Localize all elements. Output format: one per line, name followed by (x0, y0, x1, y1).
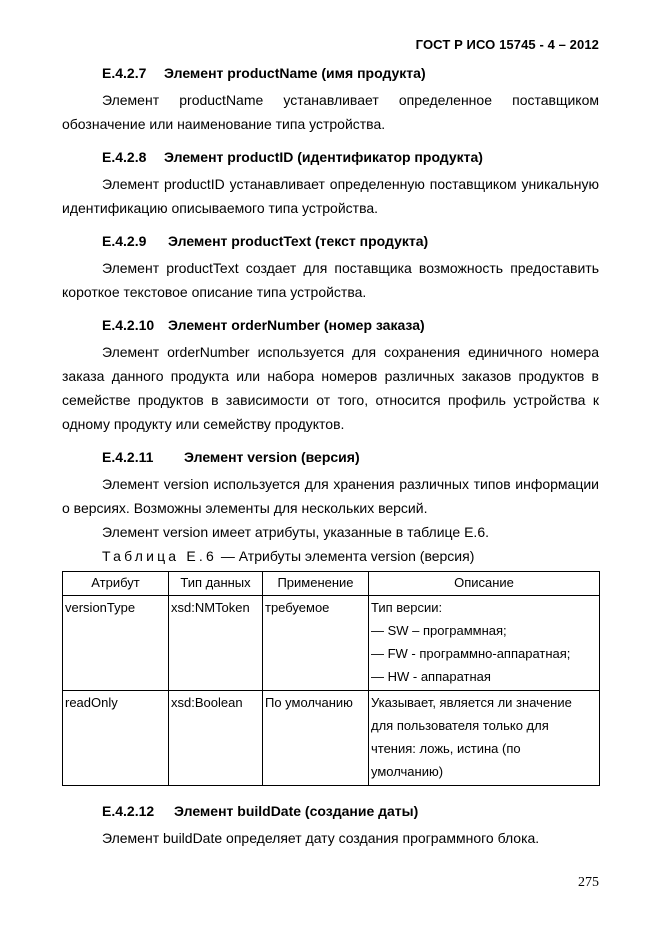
description-line: — FW - программно-аппаратная; (371, 646, 571, 661)
section-heading-builddate (62, 802, 599, 820)
paragraph: Элемент buildDate определяет дату создания программного блока. (102, 830, 540, 846)
paragraph: Элемент orderNumber используется для сохранения единичного номера заказа данного продукта или набора номеров различных заказов продуктов в семействе продуктов в зависимости от того, относится профиль устройства к одному продукту или семейству продуктов. (62, 344, 599, 432)
cell-description (369, 596, 600, 691)
table-caption-dash: — (220, 548, 235, 564)
table-row (63, 691, 600, 786)
paragraph: Элемент productText создает для поставщика возможность предоставить короткое текстовое описание типа устройства. (62, 260, 599, 300)
cell-datatype: xsd:Boolean (169, 691, 263, 786)
column-header: Применение (263, 572, 369, 596)
description-line: Указывает, является ли значение (371, 695, 572, 710)
cell-usage: По умолчанию (263, 691, 369, 786)
page-content (62, 58, 599, 850)
section-title: Элемент productID (идентификатор продукта) (164, 149, 483, 165)
section-heading-version (62, 448, 599, 466)
section-title: Элемент productName (имя продукта) (164, 65, 426, 81)
table-row (63, 596, 600, 691)
cell-attribute: versionType (63, 596, 169, 691)
paragraph: Элемент version используется для хранения различных типов информации о версиях. Возможны элементы для нескольких версий. (62, 476, 599, 516)
description-line: — HW - аппаратная (371, 669, 491, 684)
table-caption (62, 547, 599, 565)
section-title: Элемент orderNumber (номер заказа) (168, 317, 425, 333)
section-title: Элемент productText (текст продукта) (168, 233, 429, 249)
table-header-row (63, 572, 600, 596)
section-number: E.4.2.12 (102, 803, 155, 819)
section-heading-producttext (62, 232, 599, 250)
section-number: E.4.2.10 (102, 317, 155, 333)
section-number: E.4.2.8 (102, 149, 147, 165)
table-caption-text: Атрибуты элемента version (версия) (238, 548, 475, 564)
paragraph: Элемент productName устанавливает определенное поставщиком обозначение или наименование типа устройства. (62, 92, 599, 132)
description-line: для пользователя только для (371, 718, 549, 733)
section-number: E.4.2.7 (102, 65, 147, 81)
cell-attribute: readOnly (63, 691, 169, 786)
section-heading-ordernumber (62, 316, 599, 334)
description-line: умолчанию) (371, 764, 444, 779)
column-header: Описание (369, 572, 600, 596)
description-line: чтения: ложь, истина (по (371, 741, 521, 756)
paragraph: Элемент version имеет атрибуты, указанные в таблице E.6. (102, 524, 489, 540)
section-number: E.4.2.9 (102, 233, 147, 249)
attributes-table (62, 571, 600, 786)
section-title: Элемент version (версия) (184, 449, 360, 465)
page-number: 275 (578, 875, 599, 890)
description-line: — SW – программная; (371, 623, 507, 638)
section-number: E.4.2.11 (102, 449, 154, 465)
section-heading-productname (62, 64, 599, 82)
section-heading-productid (62, 148, 599, 166)
cell-usage: требуемое (263, 596, 369, 691)
paragraph: Элемент productID устанавливает определенную поставщиком уникальную идентификацию описываемого типа устройства. (62, 176, 599, 216)
description-line: Тип версии: (371, 600, 443, 615)
cell-datatype: xsd:NMToken (169, 596, 263, 691)
cell-description (369, 691, 600, 786)
document-header: ГОСТ Р ИСО 15745 - 4 – 2012 (415, 37, 599, 52)
column-header: Тип данных (169, 572, 263, 596)
column-header: Атрибут (63, 572, 169, 596)
section-title: Элемент buildDate (создание даты) (174, 803, 419, 819)
table-caption-label: Таблица E.6 (102, 548, 217, 564)
